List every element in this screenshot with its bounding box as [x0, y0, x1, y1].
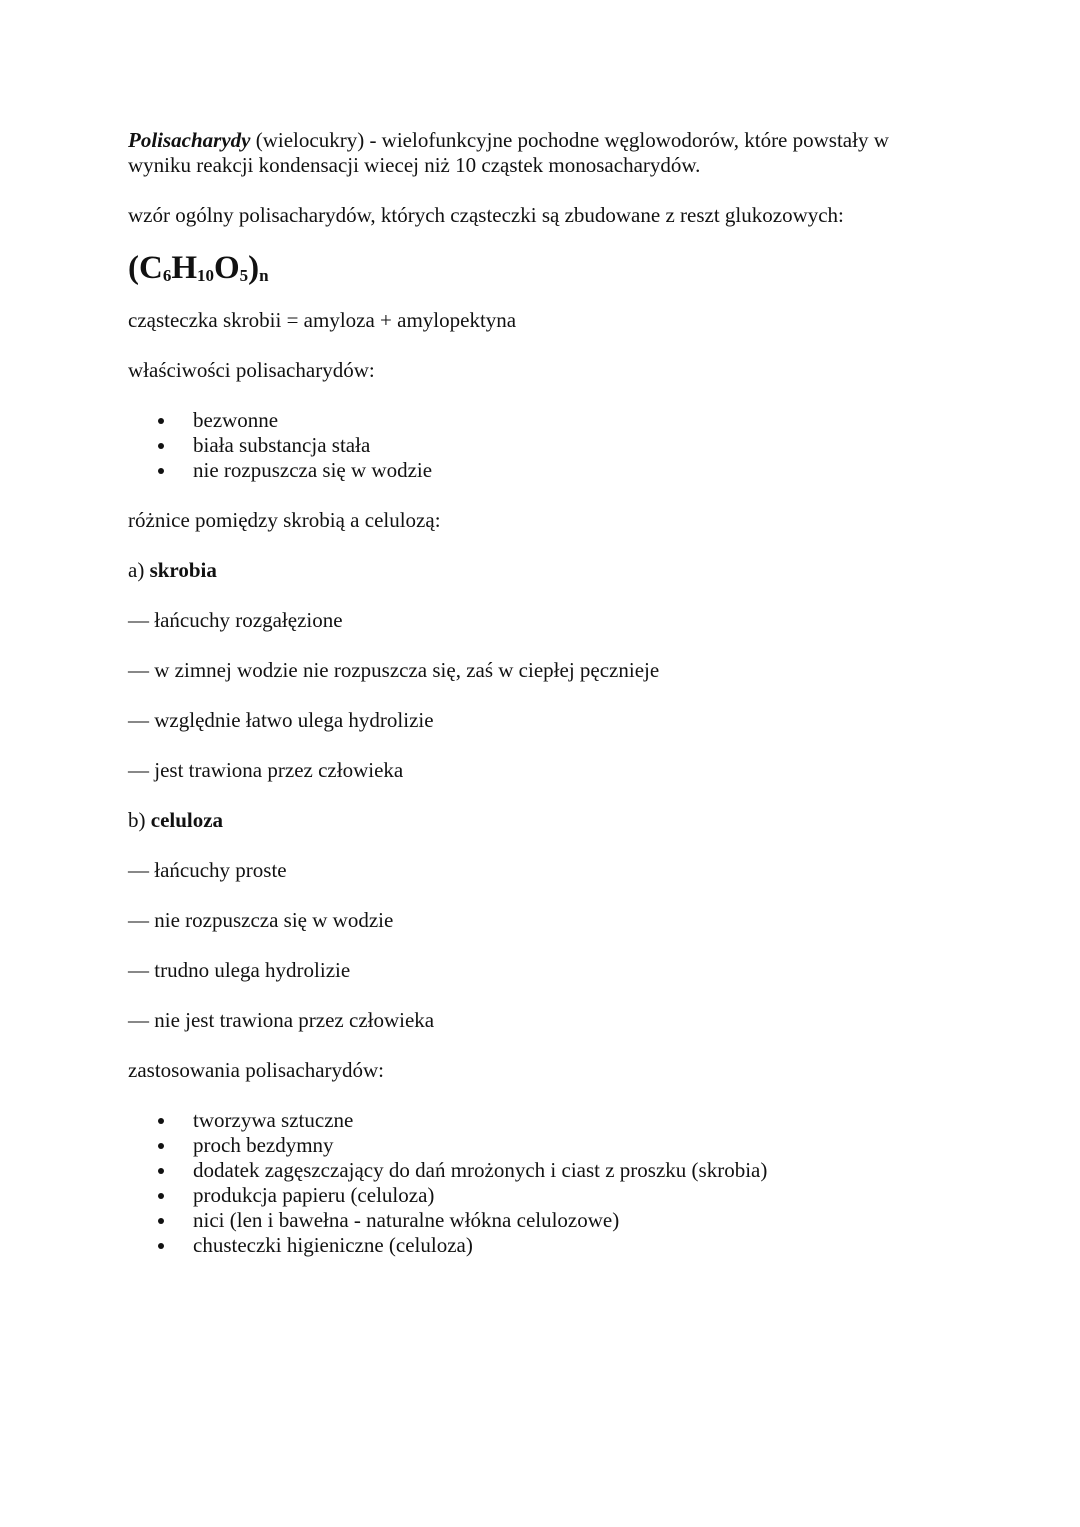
bullet-icon	[158, 443, 164, 449]
list-item-text: chusteczki higieniczne (celuloza)	[193, 1233, 473, 1257]
starch-feature: — jest trawiona przez człowieka	[128, 758, 404, 782]
list-item	[193, 1158, 948, 1183]
cellulose-feature: — nie jest trawiona przez człowieka	[128, 1008, 435, 1032]
starch-prefix: a)	[128, 558, 150, 582]
starch-name: skrobia	[149, 558, 217, 582]
bullet-icon	[158, 1218, 164, 1224]
properties-list	[128, 408, 948, 483]
list-item	[193, 408, 948, 433]
formula-o-subscript: 5	[239, 266, 249, 285]
bullet-icon	[158, 1243, 164, 1249]
formula-open: (C	[128, 250, 163, 286]
starch-feature: — łańcuchy rozgałęzione	[128, 608, 343, 632]
uses-label: zastosowania polisacharydów:	[128, 1058, 385, 1082]
list-item	[193, 1233, 948, 1258]
starch-feature: — w zimnej wodzie nie rozpuszcza się, zaś w ciepłej pęcznieje	[128, 658, 660, 682]
bullet-icon	[158, 1143, 164, 1149]
intro-line2: wyniku reakcji kondensacji wiecej niż 10 cząstek monosacharydów.	[128, 153, 701, 177]
cellulose-feature: — nie rozpuszcza się w wodzie	[128, 908, 394, 932]
list-item-text: dodatek zagęszczający do dań mrożonych i ciast z proszku (skrobia)	[193, 1158, 768, 1182]
formula-o: O	[214, 250, 240, 286]
formula-label: wzór ogólny polisacharydów, których cząsteczki są zbudowane z reszt glukozowych:	[128, 203, 844, 227]
list-item-text: nie rozpuszcza się w wodzie	[193, 458, 433, 482]
starch-equation: cząsteczka skrobii = amyloza + amylopektyna	[128, 308, 517, 332]
formula-n-subscript: n	[259, 266, 269, 285]
list-item	[193, 1183, 948, 1208]
list-item	[193, 433, 948, 458]
bullet-icon	[158, 1168, 164, 1174]
list-item	[193, 458, 948, 483]
list-item	[193, 1133, 948, 1158]
uses-list	[128, 1108, 948, 1258]
intro-line1: (wielocukry) - wielofunkcyjne pochodne węglowodorów, które powstały w	[250, 128, 889, 152]
list-item	[193, 1108, 948, 1133]
bullet-icon	[158, 418, 164, 424]
cellulose-prefix: b)	[128, 808, 151, 832]
bullet-icon	[158, 468, 164, 474]
properties-label: właściwości polisacharydów:	[128, 358, 375, 382]
list-item-text: nici (len i bawełna - naturalne włókna celulozowe)	[193, 1208, 620, 1232]
differences-label: różnice pomiędzy skrobią a celulozą:	[128, 508, 441, 532]
bullet-icon	[158, 1118, 164, 1124]
list-item-text: proch bezdymny	[193, 1133, 334, 1157]
general-formula	[128, 248, 948, 288]
formula-close: )	[248, 250, 260, 286]
formula-c-subscript: 6	[162, 266, 172, 285]
formula-h: H	[171, 250, 197, 286]
intro-paragraph	[128, 128, 948, 178]
document-content	[128, 128, 948, 1283]
starch-heading	[128, 558, 948, 583]
list-item-text: bezwonne	[193, 408, 279, 432]
cellulose-heading	[128, 808, 948, 833]
cellulose-name: celuloza	[150, 808, 224, 832]
starch-feature: — względnie łatwo ulega hydrolizie	[128, 708, 434, 732]
cellulose-feature: — łańcuchy proste	[128, 858, 287, 882]
intro-term: Polisacharydy	[128, 128, 251, 152]
bullet-icon	[158, 1193, 164, 1199]
list-item-text: biała substancja stała	[193, 433, 371, 457]
cellulose-feature: — trudno ulega hydrolizie	[128, 958, 351, 982]
list-item	[193, 1208, 948, 1233]
list-item-text: tworzywa sztuczne	[193, 1108, 354, 1132]
formula-h-subscript: 10	[197, 266, 214, 285]
list-item-text: produkcja papieru (celuloza)	[193, 1183, 435, 1207]
